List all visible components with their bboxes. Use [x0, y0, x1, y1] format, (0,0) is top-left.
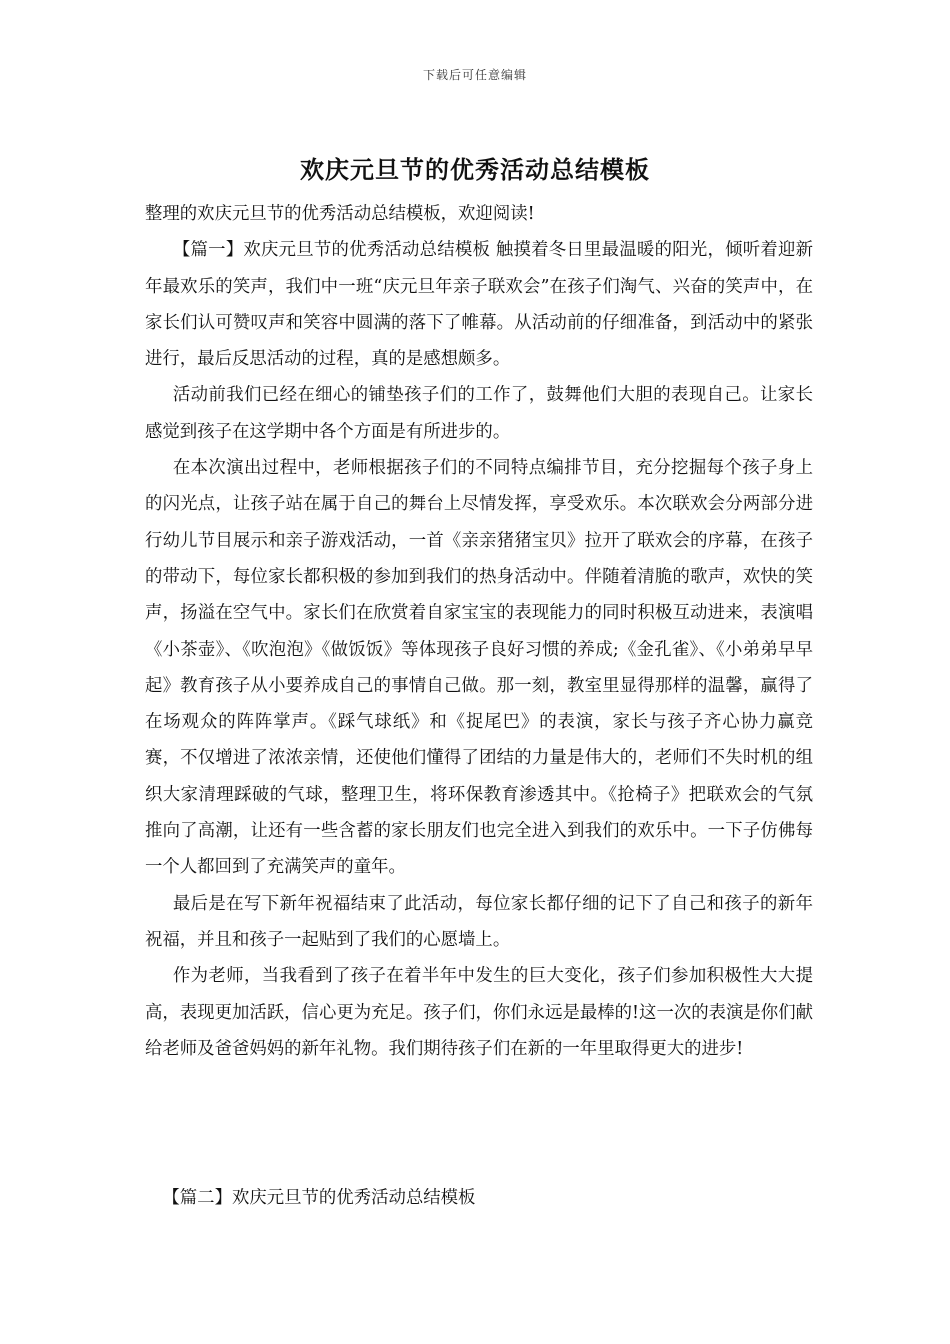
paragraph-4: 最后是在写下新年祝福结束了此活动，每位家长都仔细的记下了自己和孩子的新年祝福，并且和孩子一起贴到了我们的心愿墙上。	[145, 893, 813, 950]
paragraph-5: 作为老师，当我看到了孩子在着半年中发生的巨大变化，孩子们参加积极性大大提高，表现更加活跃，信心更为充足。孩子们，你们永远是最棒的!这一次的表演是你们献给老师及爸爸妈妈的新年礼物。我们期待孩子们在新的一年里取得更大的进步!	[145, 966, 813, 1059]
section-two-heading: 【篇二】欢庆元旦节的优秀活动总结模板	[162, 1188, 476, 1208]
header-note: 下载后可任意编辑	[422, 68, 527, 82]
document-body	[145, 196, 813, 1067]
document-title: 欢庆元旦节的优秀活动总结模板	[300, 155, 650, 184]
paragraph-2: 活动前我们已经在细心的铺垫孩子们的工作了，鼓舞他们大胆的表现自己。让家长感觉到孩子在这学期中各个方面是有所进步的。	[145, 385, 813, 442]
intro-paragraph: 整理的欢庆元旦节的优秀活动总结模板，欢迎阅读!	[145, 204, 535, 224]
paragraph-3: 在本次演出过程中，老师根据孩子们的不同特点编排节目，充分挖掘每个孩子身上的闪光点，让孩子站在属于自己的舞台上尽情发挥，享受欢乐。本次联欢会分两部分进行幼儿节目展示和亲子游戏活动，一首《亲亲猪猪宝贝》拉开了联欢会的序幕，在孩子的带动下，每位家长都积极的参加到我们的热身活动中。伴随着清脆的歌声，欢快的笑声，扬溢在空气中。家长们在欣赏着自家宝宝的表现能力的同时积极互动进来，表演唱《小茶壶》、《吹泡泡》《做饭饭》等体现孩子良好习惯的养成;《金孔雀》、《小弟弟早早起》教育孩子从小要养成自己的事情自己做。那一刻，教室里显得那样的温馨，赢得了在场观众的阵阵掌声。《踩气球纸》和《捉尾巴》的表演，家长与孩子齐心协力赢竞赛，不仅增进了浓浓亲情，还使他们懂得了团结的力量是伟大的，老师们不失时机的组织大家清理踩破的气球，整理卫生，将环保教育渗透其中。《抢椅子》把联欢会的气氛推向了高潮，让还有一些含蓄的家长朋友们也完全进入到我们的欢乐中。一下子仿佛每一个人都回到了充满笑声的童年。	[145, 458, 813, 878]
paragraph-1: 【篇一】欢庆元旦节的优秀活动总结模板 触摸着冬日里最温暖的阳光，倾听着迎新年最欢乐的笑声，我们中一班“庆元旦年亲子联欢会”在孩子们淘气、兴奋的笑声中，在家长们认可赞叹声和笑容中圆满的落下了帷幕。从活动前的仔细准备，到活动中的紧张进行，最后反思活动的过程，真的是感想颇多。	[145, 240, 813, 370]
